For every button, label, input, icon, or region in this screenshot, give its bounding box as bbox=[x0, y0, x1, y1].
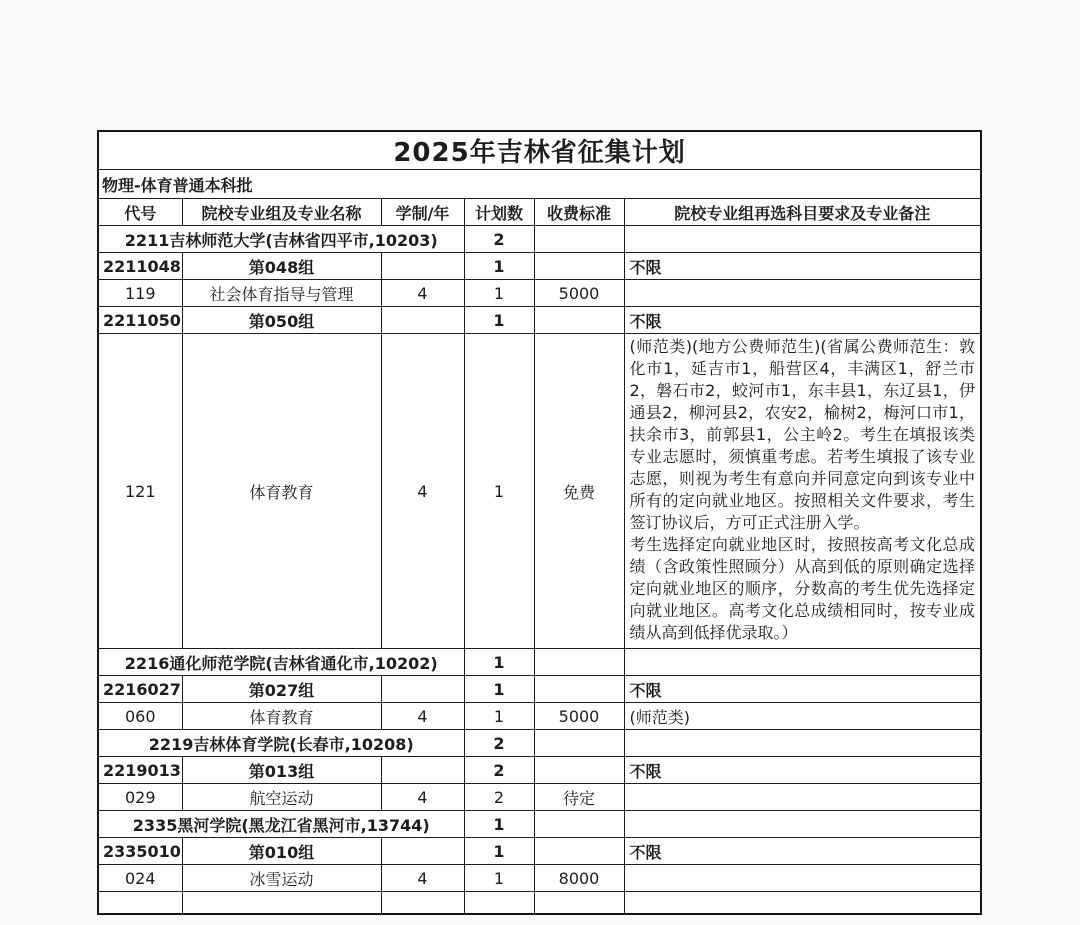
institution-row bbox=[98, 811, 981, 838]
fee-cell bbox=[534, 811, 624, 838]
plan-cell: 1 bbox=[464, 676, 534, 703]
remark-cell bbox=[624, 334, 981, 649]
group-name-cell: 第010组 bbox=[182, 838, 381, 865]
institution-row bbox=[98, 649, 981, 676]
remark-cell bbox=[624, 865, 981, 892]
institution-row bbox=[98, 730, 981, 757]
plan-cell: 1 bbox=[464, 307, 534, 334]
remark-cell bbox=[624, 892, 981, 915]
fee-cell: 5000 bbox=[534, 280, 624, 307]
page-title: 2025年吉林省征集计划 bbox=[98, 131, 981, 170]
institution-name-cell: 2335黑河学院(黑龙江省黑河市,13744) bbox=[98, 811, 464, 838]
column-header-fee: 收费标准 bbox=[534, 199, 624, 226]
title-row bbox=[98, 131, 981, 170]
fee-cell bbox=[534, 649, 624, 676]
fee-cell bbox=[534, 253, 624, 280]
plan-cell: 2 bbox=[464, 757, 534, 784]
plan-cell: 2 bbox=[464, 226, 534, 253]
code-cell bbox=[98, 892, 182, 915]
remark-cell: 不限 bbox=[624, 676, 981, 703]
fee-cell bbox=[534, 730, 624, 757]
remark-cell bbox=[624, 730, 981, 757]
plan-cell: 1 bbox=[464, 703, 534, 730]
column-header-plan: 计划数 bbox=[464, 199, 534, 226]
group-row bbox=[98, 838, 981, 865]
group-row bbox=[98, 307, 981, 334]
years-cell: 4 bbox=[381, 865, 464, 892]
major-name-cell: 体育教育 bbox=[182, 334, 381, 649]
plan-cell: 1 bbox=[464, 280, 534, 307]
batch-label: 物理-体育普通本科批 bbox=[98, 170, 981, 199]
remark-cell bbox=[624, 784, 981, 811]
code-cell: 024 bbox=[98, 865, 182, 892]
code-cell: 121 bbox=[98, 334, 182, 649]
fee-cell: 待定 bbox=[534, 784, 624, 811]
remark-cell bbox=[624, 811, 981, 838]
group-row bbox=[98, 676, 981, 703]
remark-cell: 不限 bbox=[624, 838, 981, 865]
code-cell: 2216027 bbox=[98, 676, 182, 703]
column-header-row bbox=[98, 199, 981, 226]
major-name-cell: 体育教育 bbox=[182, 703, 381, 730]
remark-cell: 不限 bbox=[624, 757, 981, 784]
years-cell: 4 bbox=[381, 334, 464, 649]
major-row bbox=[98, 703, 981, 730]
code-cell: 119 bbox=[98, 280, 182, 307]
major-row-directed bbox=[98, 334, 981, 649]
institution-name-cell: 2219吉林体育学院(长春市,10208) bbox=[98, 730, 464, 757]
years-cell bbox=[381, 838, 464, 865]
institution-row bbox=[98, 226, 981, 253]
major-name-cell: 航空运动 bbox=[182, 784, 381, 811]
group-name-cell: 第013组 bbox=[182, 757, 381, 784]
column-header-years: 学制/年 bbox=[381, 199, 464, 226]
years-cell bbox=[381, 307, 464, 334]
column-header-code: 代号 bbox=[98, 199, 182, 226]
batch-row bbox=[98, 170, 981, 199]
fee-cell bbox=[534, 838, 624, 865]
code-cell: 060 bbox=[98, 703, 182, 730]
fee-cell: 8000 bbox=[534, 865, 624, 892]
remark-paragraph-2: 考生选择定向就业地区时，按照按高考文化总成绩（含政策性照顾分）从高到低的原则确定选择定向就业地区的顺序，分数高的考生优先选择定向就业地区。高考文化总成绩相同时，按专业成绩从高到低择优录取。） bbox=[629, 535, 976, 642]
plan-cell: 2 bbox=[464, 784, 534, 811]
group-name-cell: 第027组 bbox=[182, 676, 381, 703]
institution-name-cell: 2216通化师范学院(吉林省通化市,10202) bbox=[98, 649, 464, 676]
years-cell: 4 bbox=[381, 703, 464, 730]
years-cell bbox=[381, 253, 464, 280]
years-cell bbox=[381, 676, 464, 703]
plan-cell bbox=[464, 892, 534, 915]
years-cell: 4 bbox=[381, 784, 464, 811]
column-header-name: 院校专业组及专业名称 bbox=[182, 199, 381, 226]
fee-cell bbox=[534, 226, 624, 253]
group-name-cell: 第050组 bbox=[182, 307, 381, 334]
code-cell: 029 bbox=[98, 784, 182, 811]
plan-cell: 1 bbox=[464, 253, 534, 280]
empty-row bbox=[98, 892, 981, 915]
major-row bbox=[98, 784, 981, 811]
years-cell bbox=[381, 892, 464, 915]
plan-cell: 1 bbox=[464, 811, 534, 838]
group-row bbox=[98, 253, 981, 280]
plan-cell: 1 bbox=[464, 649, 534, 676]
years-cell bbox=[381, 757, 464, 784]
code-cell: 2335010 bbox=[98, 838, 182, 865]
group-row bbox=[98, 757, 981, 784]
fee-cell bbox=[534, 892, 624, 915]
fee-cell bbox=[534, 307, 624, 334]
major-row bbox=[98, 280, 981, 307]
remark-paragraph-1: (师范类)(地方公费师范生)(省属公费师范生：敦化市1，延吉市1，船营区4，丰满区1，舒兰市2，磐石市2，蛟河市1，东丰县1，东辽县1，伊通县2，柳河县2，农安2，榆树2，梅河口市1，扶余市3，前郭县1，公主岭2。考生在填报该类专业志愿时，须慎重考虑。若考生填报了该专业志愿，则视为考生有意向并同意定向到该专业中所有的定向就业地区。按照相关文件要求，考生签订协议后，方可正式注册入学。 bbox=[629, 337, 976, 532]
plan-cell: 1 bbox=[464, 334, 534, 649]
fee-cell: 免费 bbox=[534, 334, 624, 649]
plan-cell: 2 bbox=[464, 730, 534, 757]
institution-name-cell: 2211吉林师范大学(吉林省四平市,10203) bbox=[98, 226, 464, 253]
major-name-cell: 社会体育指导与管理 bbox=[182, 280, 381, 307]
group-name-cell: 第048组 bbox=[182, 253, 381, 280]
code-cell: 2211050 bbox=[98, 307, 182, 334]
major-name-cell: 冰雪运动 bbox=[182, 865, 381, 892]
remark-cell bbox=[624, 649, 981, 676]
fee-cell: 5000 bbox=[534, 703, 624, 730]
remark-cell bbox=[624, 280, 981, 307]
fee-cell bbox=[534, 676, 624, 703]
major-row bbox=[98, 865, 981, 892]
column-header-remark: 院校专业组再选科目要求及专业备注 bbox=[624, 199, 981, 226]
remark-cell bbox=[624, 226, 981, 253]
code-cell: 2211048 bbox=[98, 253, 182, 280]
plan-cell: 1 bbox=[464, 865, 534, 892]
remark-cell: (师范类) bbox=[624, 703, 981, 730]
plan-cell: 1 bbox=[464, 838, 534, 865]
years-cell: 4 bbox=[381, 280, 464, 307]
fee-cell bbox=[534, 757, 624, 784]
major-name-cell bbox=[182, 892, 381, 915]
admission-plan-table bbox=[97, 130, 982, 915]
remark-cell: 不限 bbox=[624, 307, 981, 334]
remark-cell: 不限 bbox=[624, 253, 981, 280]
code-cell: 2219013 bbox=[98, 757, 182, 784]
